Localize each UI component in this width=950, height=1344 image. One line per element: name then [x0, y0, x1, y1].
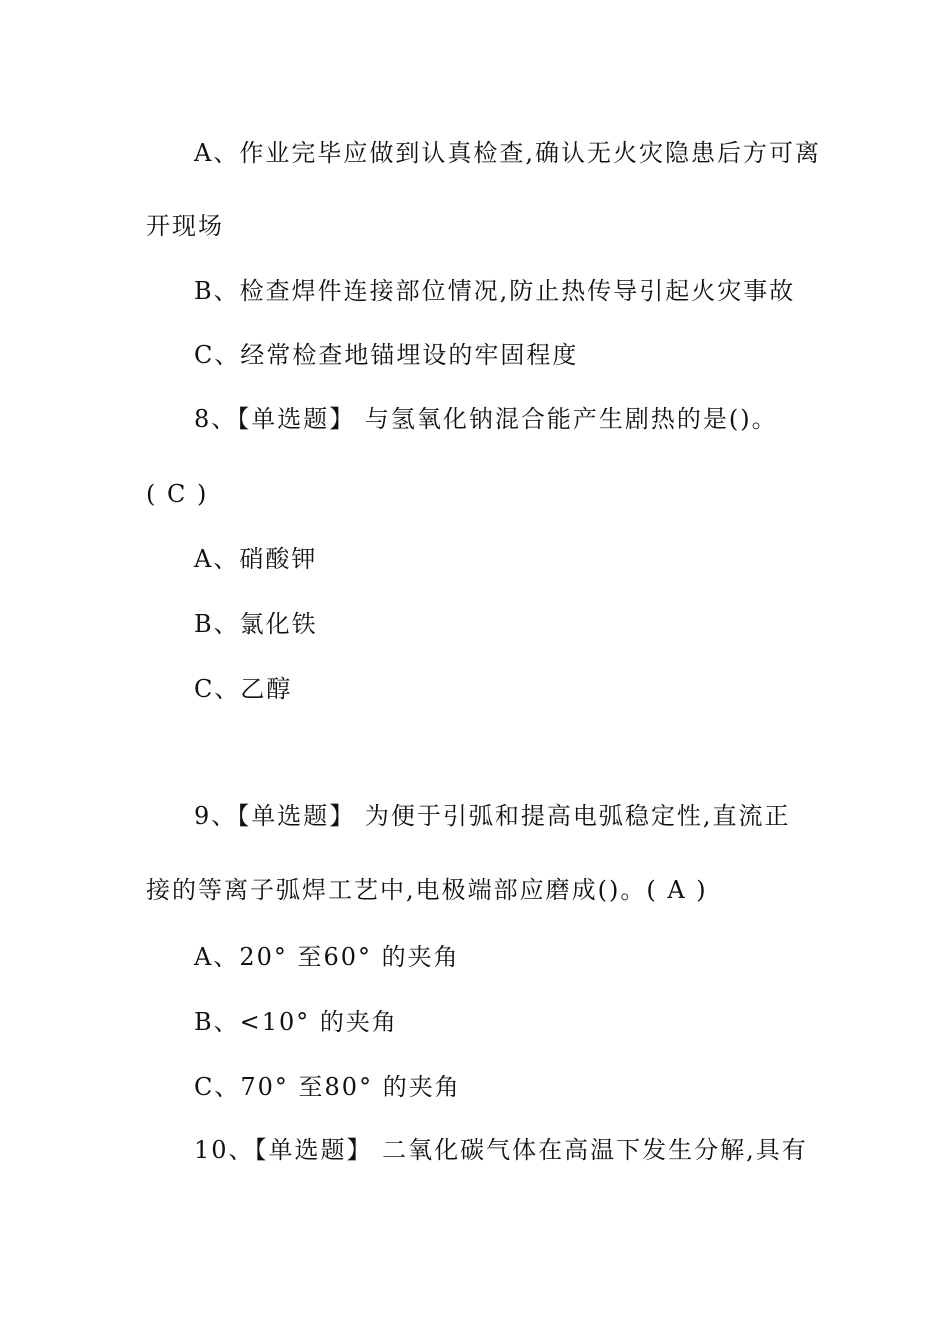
q9-option-c: C、70° 至80° 的夹角 — [194, 1073, 461, 1101]
q7-option-b: B、检查焊件连接部位情况,防止热传导引起火灾事故 — [194, 277, 796, 305]
q8-stem: 8、【单选题】 与氢氧化钠混合能产生剧热的是()。 — [194, 405, 778, 433]
q9-stem-line2: 接的等离子弧焊工艺中,电极端部应磨成()。( A ) — [146, 876, 708, 904]
q9-option-b: B、<10° 的夹角 — [194, 1008, 398, 1036]
q9-option-a: A、20° 至60° 的夹角 — [194, 943, 460, 971]
q10-stem-line1: 10、【单选题】 二氧化碳气体在高温下发生分解,具有 — [194, 1136, 808, 1164]
q8-option-c: C、乙醇 — [194, 675, 293, 703]
q8-option-a: A、硝酸钾 — [194, 545, 318, 573]
q9-stem-line1: 9、【单选题】 为便于引弧和提高电弧稳定性,直流正 — [194, 802, 791, 830]
q7-option-a-line2: 开现场 — [146, 212, 224, 240]
q7-option-c: C、经常检查地锚埋设的牢固程度 — [194, 341, 579, 369]
q8-answer: ( C ) — [146, 480, 209, 508]
q8-option-b: B、氯化铁 — [194, 610, 318, 638]
q7-option-a-line1: A、作业完毕应做到认真检查,确认无火灾隐患后方可离 — [194, 139, 821, 167]
